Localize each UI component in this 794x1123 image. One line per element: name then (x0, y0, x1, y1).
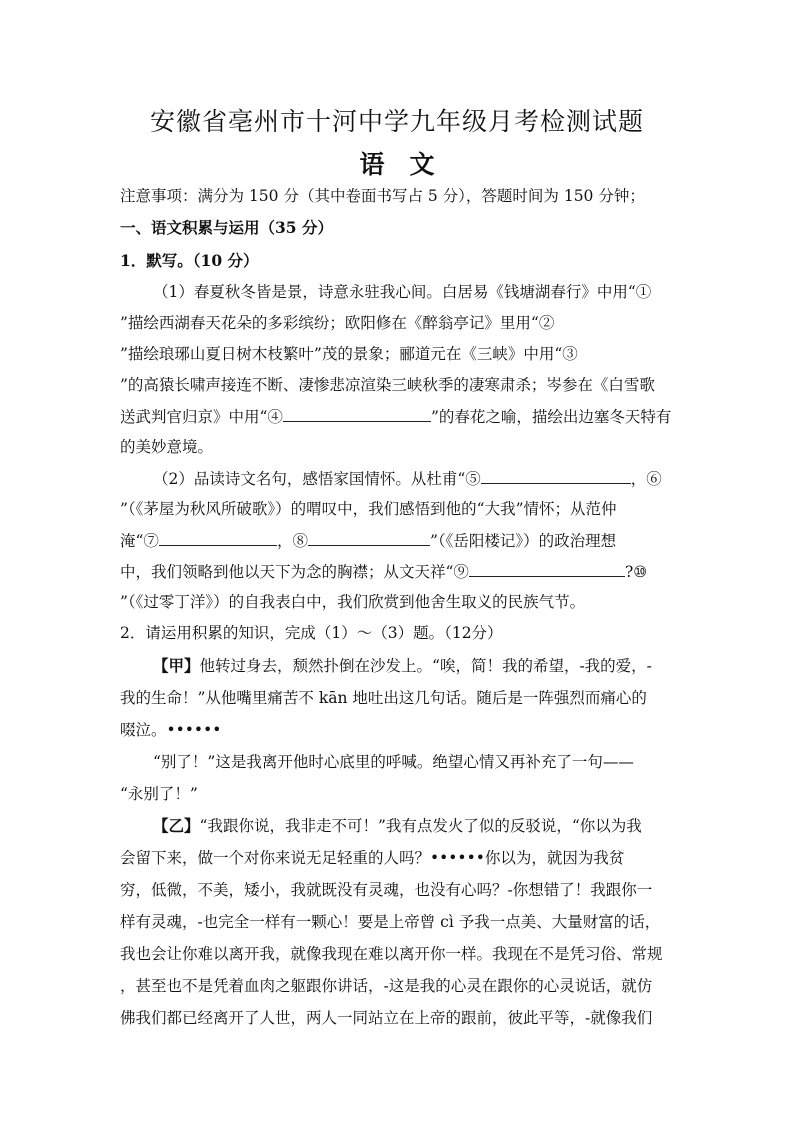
q1-p1-line-5b: ”的春花之喻，描绘出边塞冬天特有 (430, 408, 672, 426)
q1-p1-line-3: ”描绘琅琊山夏日树木枝繁叶”茂的景象；郦道元在《三峡》中用“③ (120, 345, 578, 363)
jia-line-3: 啜泣。•••••• (120, 721, 222, 739)
yi-line-1-text: “我跟你说，我非走不可！”我有点发火了似的反驳说，“你以为我 (199, 817, 642, 835)
q1-p2-line-3c: ”（《岳阳楼记》）的政治理想 (429, 532, 617, 550)
q1-p1-line-4: ”的高猿长啸声接连不断、凄惨悲凉渲染三峡秋季的凄寒肃杀；岑参在《白雪歌 (120, 376, 655, 394)
answer-blank-8[interactable] (308, 530, 430, 546)
yi-line-7: 佛我们都已经离开了人世，两人一同站立在上帝的跟前，彼此平等，-就像我们 (120, 1009, 653, 1027)
yi-line-3: 穷，低微，不美，矮小，我就既没有灵魂，也没有心吗？-你想错了！我跟你一 (120, 881, 653, 899)
subject-title: 语 文 (359, 150, 435, 179)
q1-p1-line-6: 的美妙意境。 (120, 438, 214, 456)
q1-p2-line-4 (120, 561, 680, 582)
question-2-heading: 2．请运用积累的知识，完成（1）～（3）题。（12分） (120, 624, 503, 642)
q1-p1-line-5a: 送武判官归京》中用“④ (120, 408, 283, 426)
q1-p1-line-2: ”描绘西湖春天花朵的多彩缤纷；欧阳修在《醉翁亭记》里用“② (120, 314, 555, 332)
q1-p2-line-2: ”（《茅屋为秋风所破歌》）的喟叹中，我们感悟到他的“大我”情怀；从范仲 (120, 500, 617, 518)
q1-p1-line-1: （1）春夏秋冬皆是景，诗意永驻我心间。白居易《钱塘湖春行》中用“① (153, 283, 652, 301)
jia-label: 【甲】 (153, 656, 200, 675)
q1-p2-line-1 (153, 468, 680, 489)
yi-label: 【乙】 (153, 816, 200, 835)
exam-title: 安徽省亳州市十河中学九年级月考检测试题 (149, 107, 644, 136)
jia-line-4: “别了！”这是我离开他时心底里的呼喊。绝望心情又再补充了一句—— (153, 753, 634, 771)
answer-blank-7[interactable] (159, 530, 277, 546)
q1-p2-line-4a: 中，我们领略到他以天下为念的胸襟；从文天祥“⑨ (120, 563, 469, 581)
jia-line-1 (153, 656, 680, 676)
jia-line-1-text: 他转过身去，颓然扑倒在沙发上。“唉，简！我的希望，-我的爱，- (199, 657, 652, 675)
q1-p2-line-3 (120, 530, 680, 551)
q1-p1-line-5 (120, 406, 680, 427)
q1-p2-line-1a: （2）品读诗文名句，感悟家国情怀。从杜甫“⑤ (153, 470, 481, 488)
notice-text: 注意事项：满分为 150 分（其中卷面书写占 5 分），答题时间为 150 分钟； (120, 187, 645, 205)
jia-line-5: “永别了！” (120, 785, 198, 803)
jia-line-2: 我的生命！”从他嘴里痛苦不 kān 地吐出这几句话。随后是一阵强烈而痛心的 (120, 689, 647, 707)
yi-line-5: 我也会让你难以离开我，就像我现在难以离开你一样。我现在不是凭习俗、常规 (120, 945, 663, 963)
q1-p2-line-3b: ，⑧ (276, 532, 308, 550)
question-1-heading: 1．默写。（10 分） (120, 251, 259, 270)
q1-p2-line-4b: ?⑩ (624, 563, 648, 581)
answer-blank-9[interactable] (469, 561, 625, 577)
section-heading: 一、语文积累与运用（35 分） (120, 218, 333, 237)
answer-blank-5[interactable] (481, 468, 631, 484)
yi-line-1 (153, 816, 680, 836)
yi-line-2: 会留下来，做一个对你来说无足轻重的人吗？••••••你以为，就因为我贫 (120, 849, 625, 867)
q1-p2-line-1b: ，⑥ (630, 470, 662, 488)
yi-line-6: ，甚至也不是凭着血肉之躯跟你讲话，-这是我的心灵在跟你的心灵说话，就仿 (120, 977, 653, 995)
q1-p2-line-5: ”（《过零丁洋》）的自我表白中，我们欣赏到他舍生取义的民族气节。 (120, 593, 586, 611)
answer-blank-4[interactable] (283, 406, 431, 422)
q1-p2-line-3a: 淹“⑦ (120, 532, 159, 550)
yi-line-4: 样有灵魂，-也完全一样有一颗心！要是上帝曾 cì 予我一点美、大量财富的话， (120, 913, 661, 931)
